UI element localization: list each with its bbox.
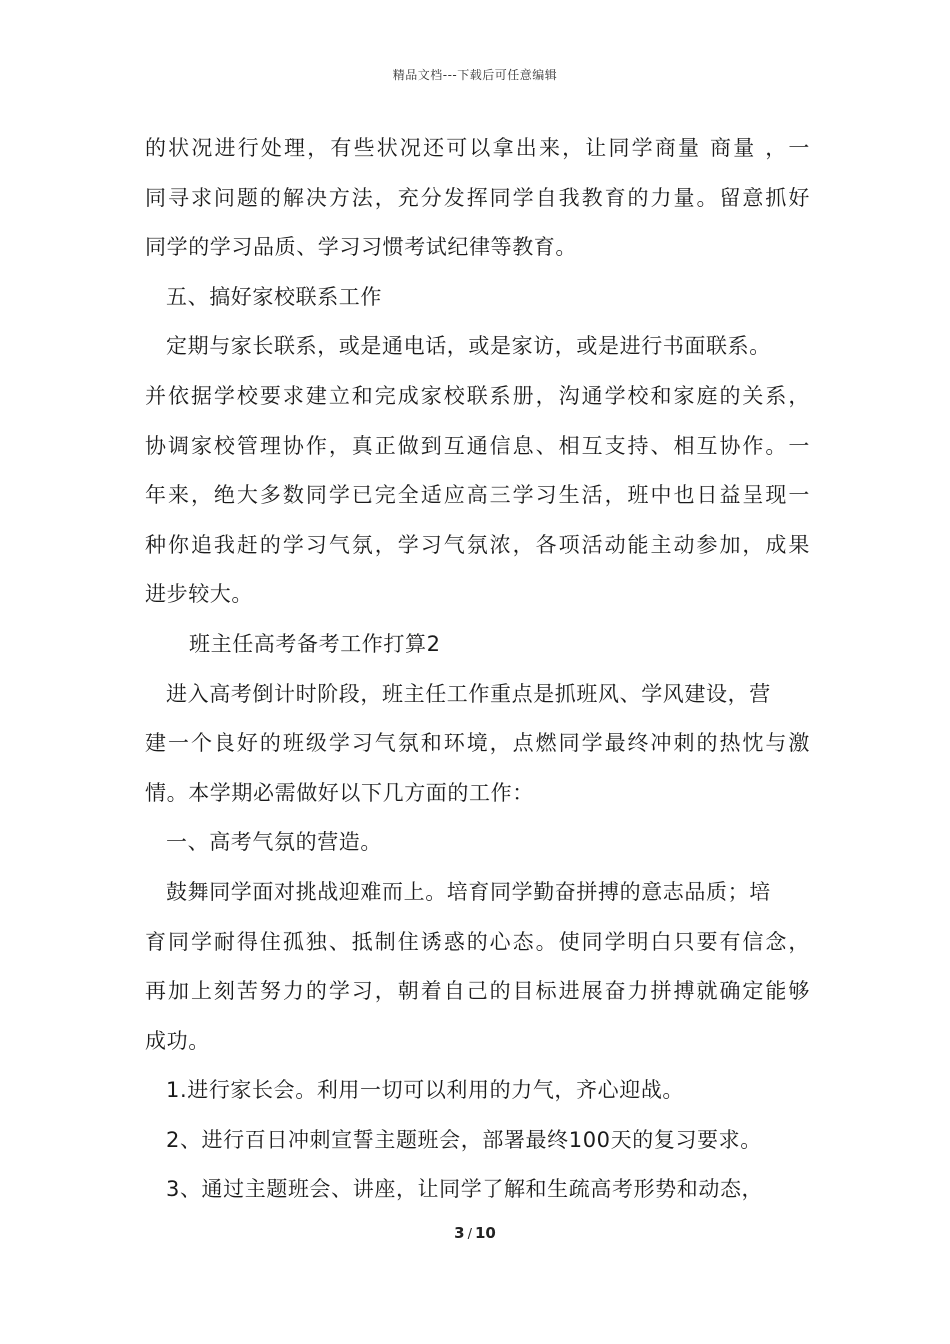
paragraph-line: 同寻求问题的解决方法，充分发挥同学自我教育的力量。留意抓好 [145, 185, 810, 210]
paragraph-line: 协调家校管理协作，真正做到互通信息、相互支持、相互协作。一 [145, 433, 810, 458]
paragraph-line: 育同学耐得住孤独、抵制住诱惑的心态。使同学明白只要有信念， [145, 929, 810, 954]
paragraph-line: 情。本学期必需做好以下几方面的工作： [145, 780, 534, 805]
total-pages: 10 [474, 1224, 496, 1242]
list-item: 2、进行百日冲刺宣誓主题班会，部署最终100天的复习要求。 [166, 1127, 762, 1152]
paragraph-line: 进入高考倒计时阶段，班主任工作重点是抓班风、学风建设，营 [166, 681, 771, 706]
paragraph-line: 年来，绝大多数同学已完全适应高三学习生活，班中也日益呈现一 [145, 483, 810, 508]
page-separator: / [467, 1227, 472, 1242]
paragraph-line: 成功。 [145, 1028, 210, 1053]
paragraph-line: 同学的学习品质、学习习惯考试纪律等教育。 [145, 235, 577, 260]
list-item: 3、通过主题班会、讲座，让同学了解和生疏高考形势和动态， [166, 1177, 764, 1202]
paragraph-line: 再加上刻苦努力的学习，朝着自己的目标进展奋力拼搏就确定能够 [145, 979, 810, 1004]
paragraph-line: 的状况进行处理，有些状况还可以拿出来，让同学商量 商量 ，一 [145, 136, 810, 160]
document-body [145, 124, 810, 1215]
paragraph-line: 定期与家长联系，或是通电话，或是家访，或是进行书面联系。 [166, 334, 771, 359]
paragraph-line: 建一个良好的班级学习气氛和环境，点燃同学最终冲刺的热忱与激 [145, 731, 810, 756]
section-heading: 五、搞好家校联系工作 [166, 284, 382, 309]
current-page: 3 [454, 1224, 465, 1242]
page-number [0, 1224, 950, 1242]
list-item: 1.进行家长会。利用一切可以利用的力气，齐心迎战。 [166, 1078, 685, 1103]
paragraph-line: 并依据学校要求建立和完成家校联系册，沟通学校和家庭的关系， [145, 383, 810, 408]
paragraph-line: 鼓舞同学面对挑战迎难而上。培育同学勤奋拼搏的意志品质；培 [166, 879, 771, 904]
paragraph-line: 种你追我赶的学习气氛，学习气氛浓，各项活动能主动参加，成果 [145, 532, 810, 557]
paragraph-line: 进步较大。 [145, 582, 253, 607]
section-heading: 一、高考气氛的营造。 [166, 830, 382, 855]
document-title: 班主任高考备考工作打算2 [189, 631, 441, 656]
page-header: 精品文档---下载后可任意编辑 [392, 68, 558, 82]
